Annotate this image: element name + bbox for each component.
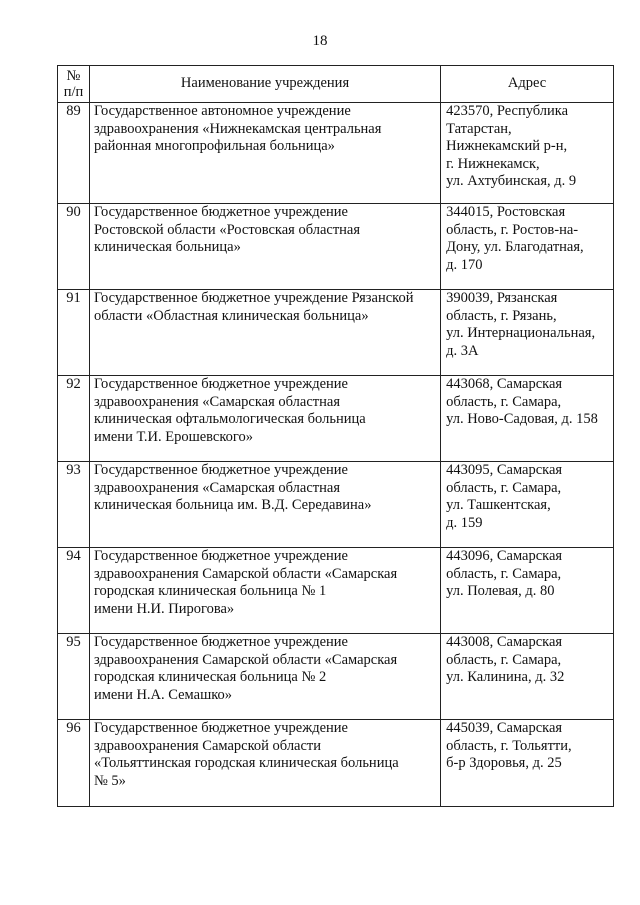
institution-name-line: имени Н.И. Пирогова» — [93, 600, 235, 617]
row-number: 92 — [58, 376, 90, 462]
institution-name-line: Государственное бюджетное учреждение Рязанской — [93, 290, 414, 306]
institution-name-line: районная многопрофильная больница» — [93, 138, 335, 154]
row-number: 96 — [58, 720, 90, 807]
institution-name-line: Государственное бюджетное учреждение — [93, 720, 348, 736]
address-line: 344015, Ростовская — [446, 204, 566, 220]
table-row — [58, 548, 614, 634]
page-number: 18 — [312, 33, 328, 49]
address-cell — [441, 204, 614, 290]
address-line: ул. Ташкентская, — [446, 497, 551, 513]
row-number: 90 — [58, 204, 90, 290]
address-cell — [441, 462, 614, 548]
institution-name-line: Государственное бюджетное учреждение — [93, 376, 348, 392]
address-cell — [441, 548, 614, 634]
institution-name-line: здравоохранения Самарской области «Самарская — [93, 565, 398, 582]
institution-name-line: Государственное бюджетное учреждение — [93, 634, 348, 650]
address-cell — [441, 720, 614, 807]
row-number: 93 — [58, 462, 90, 548]
institution-name-line: области «Областная клиническая больница» — [93, 307, 369, 324]
institution-name-line: клиническая больница» — [93, 239, 241, 255]
table-row — [58, 462, 614, 548]
address-line: ул. Ново-Садовая, д. 158 — [446, 411, 598, 427]
table-body — [58, 103, 614, 807]
institution-name-cell — [89, 290, 440, 376]
address-line: Татарстан, — [446, 120, 512, 137]
header-number-abbr: п/п — [63, 84, 84, 100]
table-row — [58, 103, 614, 204]
address-line: д. 159 — [446, 514, 483, 531]
table-row — [58, 634, 614, 720]
institution-name-line: клиническая больница им. В.Д. Середавина» — [93, 497, 372, 513]
table-row — [58, 290, 614, 376]
address-line: Нижнекамский р-н, — [446, 138, 568, 154]
row-number: 94 — [58, 548, 90, 634]
institutions-table — [57, 65, 614, 807]
institution-name-cell — [89, 634, 440, 720]
institution-name-line: имени Т.И. Ерошевского» — [93, 428, 254, 445]
address-cell — [441, 290, 614, 376]
table-row — [58, 720, 614, 807]
institution-name-cell — [89, 462, 440, 548]
header-address: Адрес — [441, 66, 614, 103]
institution-name-line: № 5» — [93, 772, 126, 789]
header-number — [58, 66, 90, 103]
institution-name-line: Государственное бюджетное учреждение — [93, 548, 348, 564]
address-line: 423570, Республика — [446, 103, 569, 119]
row-number: 91 — [58, 290, 90, 376]
institution-name-line: Ростовской области «Ростовская областная — [93, 221, 361, 238]
address-line: ул. Калинина, д. 32 — [446, 669, 565, 685]
row-number: 89 — [58, 103, 90, 204]
institution-name-line: «Тольяттинская городская клиническая больница — [93, 755, 399, 771]
institution-name-line: клиническая офтальмологическая больница — [93, 411, 366, 427]
institution-name-line: здравоохранения Самарской области — [93, 737, 322, 754]
institution-name-line: Государственное автономное учреждение — [93, 103, 351, 119]
address-line: область, г. Тольятти, — [446, 737, 572, 754]
address-line: область, г. Самара, — [446, 393, 562, 410]
address-cell — [441, 634, 614, 720]
address-line: область, г. Рязань, — [446, 307, 557, 324]
institution-name-cell — [89, 204, 440, 290]
address-line: область, г. Ростов-на- — [446, 221, 579, 238]
institution-name-line: здравоохранения Самарской области «Самарская — [93, 651, 398, 668]
row-number: 95 — [58, 634, 90, 720]
address-line: б-р Здоровья, д. 25 — [446, 755, 562, 771]
institution-name-line: Государственное бюджетное учреждение — [93, 204, 348, 220]
institution-name-cell — [89, 103, 440, 204]
institution-name-line: имени Н.А. Семашко» — [93, 686, 233, 703]
address-line: область, г. Самара, — [446, 651, 562, 668]
institution-name-line: здравоохранения «Самарская областная — [93, 479, 340, 496]
table-header-row — [58, 66, 614, 103]
address-line: ул. Интернациональная, — [446, 325, 596, 341]
address-line: 445039, Самарская — [446, 720, 563, 736]
address-line: г. Нижнекамск, — [446, 155, 540, 172]
institution-name-cell — [89, 720, 440, 807]
address-cell — [441, 103, 614, 204]
address-cell — [441, 376, 614, 462]
institution-name-line: здравоохранения «Самарская областная — [93, 393, 340, 410]
address-line: ул. Полевая, д. 80 — [446, 583, 555, 599]
address-line: д. 170 — [446, 256, 483, 273]
address-line: 443008, Самарская — [446, 634, 563, 650]
address-line: Дону, ул. Благодатная, — [446, 239, 584, 255]
address-line: 390039, Рязанская — [446, 290, 558, 306]
header-institution-name: Наименование учреждения — [89, 66, 440, 103]
address-line: область, г. Самара, — [446, 479, 562, 496]
address-line: д. 3А — [446, 342, 479, 359]
institution-name-cell — [89, 548, 440, 634]
institution-name-cell — [89, 376, 440, 462]
header-number-symbol: № — [66, 68, 81, 84]
table-row — [58, 204, 614, 290]
address-line: область, г. Самара, — [446, 565, 562, 582]
institution-name-line: здравоохранения «Нижнекамская центральная — [93, 120, 382, 137]
institution-name-line: городская клиническая больница № 1 — [93, 583, 327, 599]
address-line: 443095, Самарская — [446, 462, 563, 478]
institution-name-line: городская клиническая больница № 2 — [93, 669, 327, 685]
address-line: ул. Ахтубинская, д. 9 — [446, 173, 577, 189]
institution-name-line: Государственное бюджетное учреждение — [93, 462, 348, 478]
address-line: 443068, Самарская — [446, 376, 563, 392]
table-row — [58, 376, 614, 462]
address-line: 443096, Самарская — [446, 548, 563, 564]
